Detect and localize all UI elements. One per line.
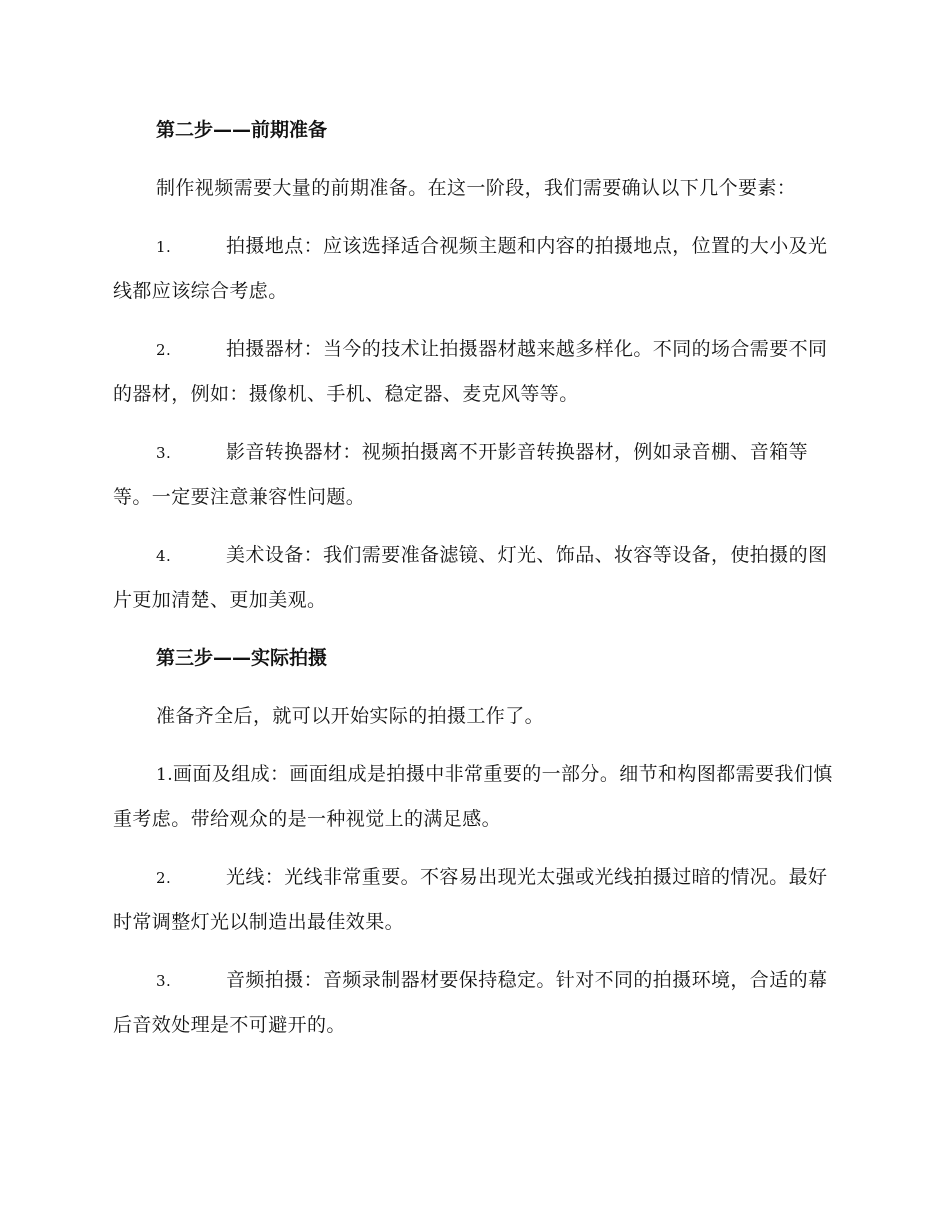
list-item-text: 美术设备：我们需要准备滤镜、灯光、饰品、妆容等设备，使拍摄的图片更加清楚、更加美观。 <box>113 544 828 611</box>
list-item <box>113 752 835 841</box>
section-heading-step-3: 第三步——实际拍摄 <box>156 647 328 669</box>
section-intro-step-2: 制作视频需要大量的前期准备。在这一阶段，我们需要确认以下几个要素： <box>156 177 797 199</box>
list-item-number: 2. <box>156 869 172 887</box>
list-item <box>113 327 835 416</box>
list-item-number: 3. <box>156 972 172 990</box>
list-item-number: 1. <box>156 765 174 785</box>
list-item <box>113 430 835 519</box>
list-item <box>113 958 835 1047</box>
list-item-text: 画面及组成：画面组成是拍摄中非常重要的一部分。细节和构图都需要我们慎重考虑。带给观众的是一种视觉上的满足感。 <box>113 763 833 830</box>
document-body <box>113 108 835 1061</box>
list-item-text: 拍摄器材：当今的技术让拍摄器材越来越多样化。不同的场合需要不同的器材，例如：摄像机、手机、稳定器、麦克风等等。 <box>113 338 828 405</box>
list-item <box>113 224 835 313</box>
section-intro-step-3: 准备齐全后，就可以开始实际的拍摄工作了。 <box>156 705 545 727</box>
list-item-text: 拍摄地点：应该选择适合视频主题和内容的拍摄地点，位置的大小及光线都应该综合考虑。 <box>113 235 828 302</box>
list-item-number: 3. <box>156 444 172 462</box>
list-item-number: 2. <box>156 341 172 359</box>
list-item <box>113 533 835 622</box>
list-item <box>113 855 835 944</box>
list-item-number: 4. <box>156 547 172 565</box>
list-item-text: 音频拍摄：音频录制器材要保持稳定。针对不同的拍摄环境，合适的幕后音效处理是不可避开的。 <box>113 969 828 1036</box>
list-item-text: 影音转换器材：视频拍摄离不开影音转换器材，例如录音棚、音箱等等。一定要注意兼容性问题。 <box>113 441 809 508</box>
section-heading-step-2: 第二步——前期准备 <box>156 119 328 141</box>
list-item-number: 1. <box>156 238 172 256</box>
list-item-text: 光线：光线非常重要。不容易出现光太强或光线拍摄过暗的情况。最好时常调整灯光以制造出最佳效果。 <box>113 866 828 933</box>
